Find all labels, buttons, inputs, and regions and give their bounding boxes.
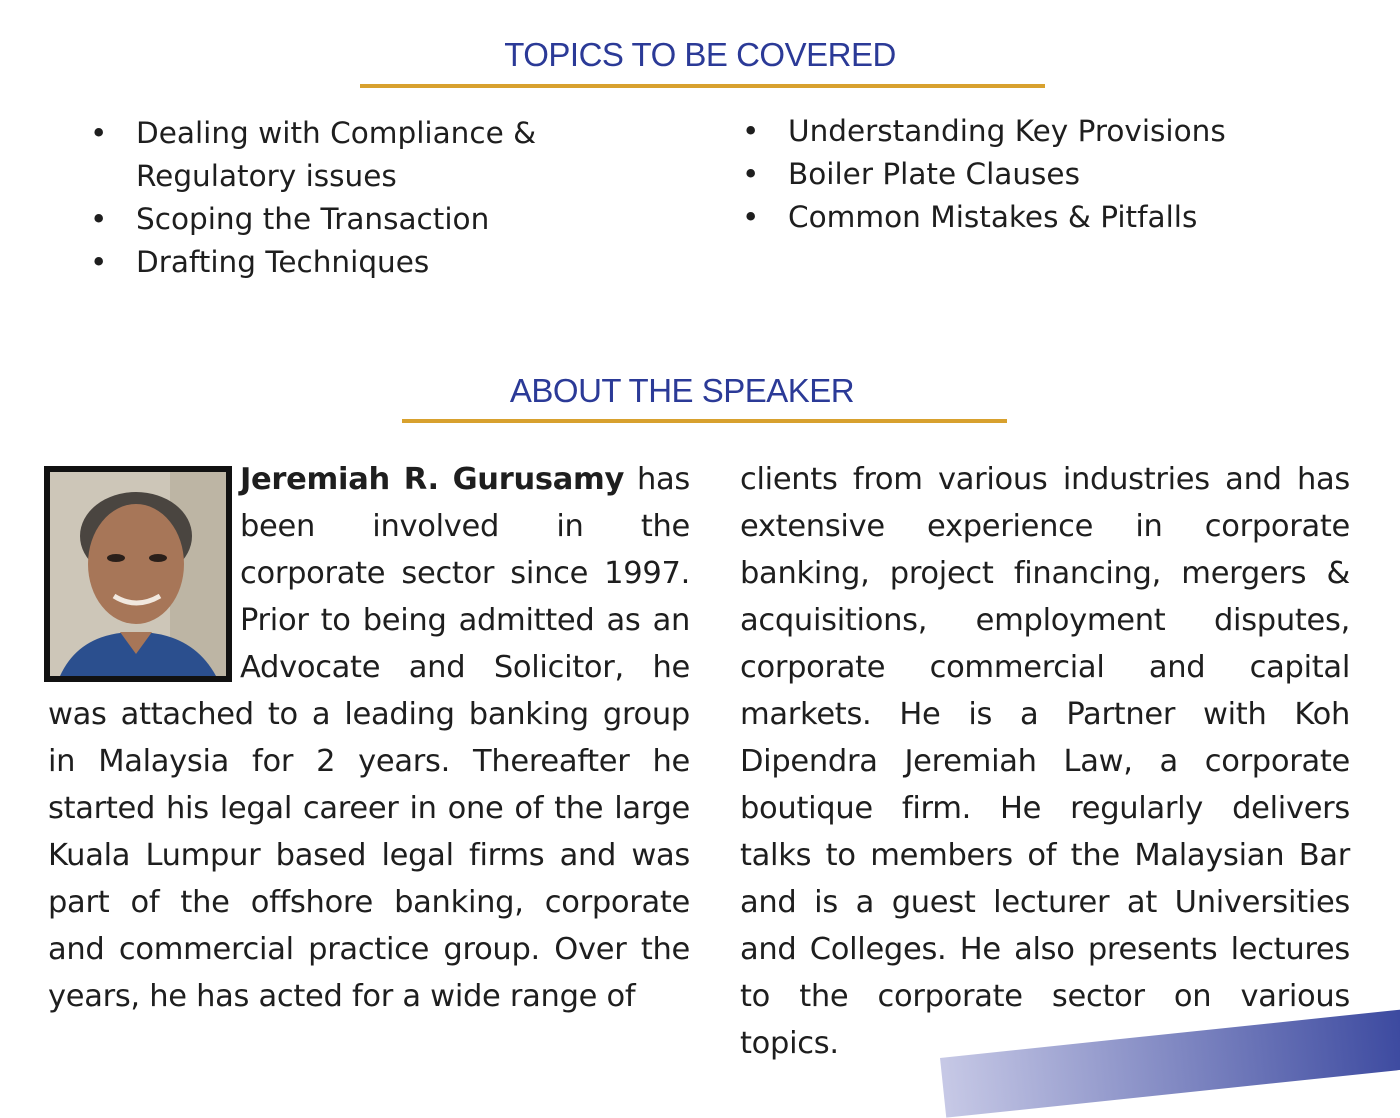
topics-heading: TOPICS TO BE COVERED	[504, 36, 896, 73]
topics-divider	[360, 84, 1045, 88]
speaker-name: Jeremiah R. Gurusamy	[240, 462, 625, 497]
topic-item: • Scoping the Transaction	[90, 198, 650, 241]
topics-list-right	[742, 110, 1362, 239]
speaker-heading: ABOUT THE SPEAKER	[509, 372, 855, 409]
topic-item: • Dealing with Compliance & Regulatory issues	[90, 112, 650, 198]
topic-item: • Boiler Plate Clauses	[742, 153, 1362, 196]
topics-list-left	[90, 112, 650, 284]
topic-item: • Understanding Key Provisions	[742, 110, 1362, 153]
speaker-bio-text: has been involved in the corporate sector since 1997. Prior to being admitted as an Advocate and Solicitor, he was attached to a leading banking group in Malaysia for 2 years. Thereafter he started his legal career in one of the large Kuala Lumpur based legal firms and was part of the offshore banking, corporate and commercial practice group. Over the years, he has acted for a wide range of	[48, 462, 690, 1014]
topic-item: • Drafting Techniques	[90, 241, 650, 284]
speaker-bio-right: clients from various industries and has extensive experience in corporate banking, project financing, mergers & acquisitions, employment disputes, corporate commercial and capital markets. He is a Partner with Koh Dipendra Jeremiah Law, a corporate boutique firm. He regularly delivers talks to members of the Malaysian Bar and is a guest lecturer at Universities and Colleges. He also presents lectures to the corporate sector on various topics.	[740, 462, 1350, 1061]
speaker-divider	[402, 419, 1007, 423]
topic-item: • Common Mistakes & Pitfalls	[742, 196, 1362, 239]
speaker-bio-left	[48, 456, 690, 1020]
